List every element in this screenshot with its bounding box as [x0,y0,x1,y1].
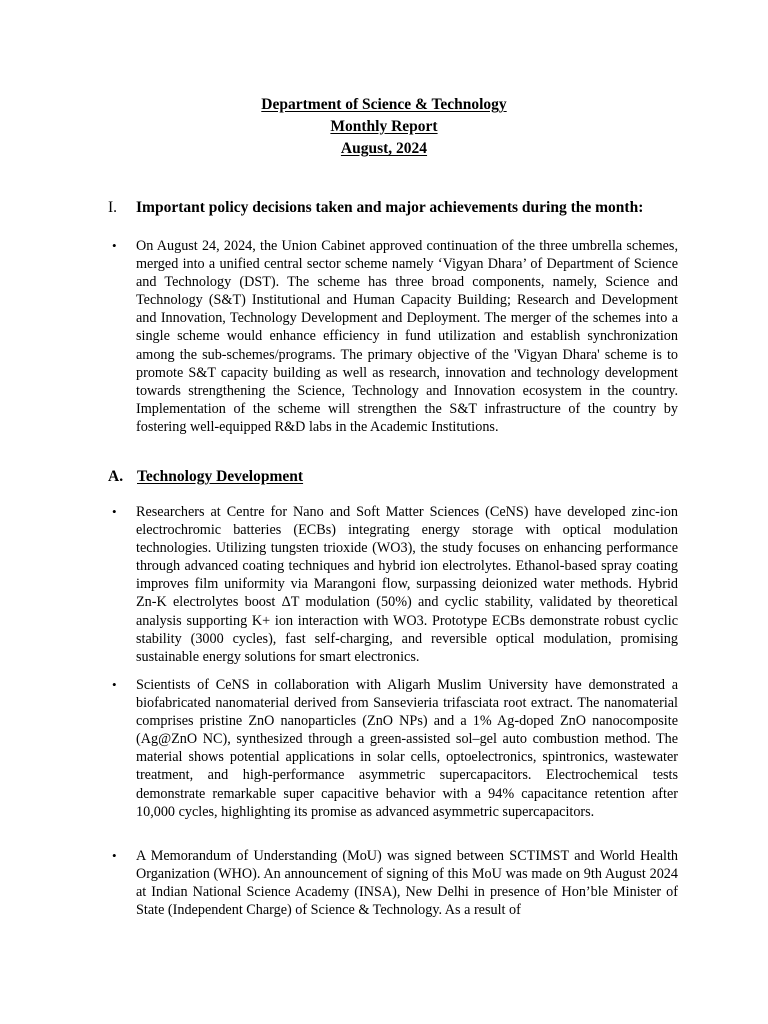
policy-bullet [108,237,678,436]
report-title-block [0,94,768,160]
tech-bullet-3-text: A Memorandum of Understanding (MoU) was signed between SCTIMST and World Health Organization (WHO). An announcement of signing of this MoU was made on 9th August 2024 at Indian National Science Academy (INSA), New Delhi in presence of Hon’ble Minister of State (Independent Charge) of Science & Technology. As a result of [136,848,678,919]
tech-bullet-3 [108,847,678,919]
section-i-title: Important policy decisions taken and major achievements during the month: [136,199,644,216]
tech-bullet-2 [108,676,678,821]
bullet-icon: • [112,677,117,692]
report-type-title: Monthly Report [330,118,438,135]
section-a-number: A. [108,468,124,485]
policy-bullet-text: On August 24, 2024, the Union Cabinet approved continuation of the three umbrella schemes, merged into a unified central sector scheme namely ‘Vigyan Dhara’ of Department of Science and Technology (DST). The scheme has three broad components, namely, Science and Technology (S&T) Institutional and Human Capacity Building; Research and Development and Innovation, Technology Development and Deployment. The merger of the schemes into a single scheme would enhance efficiency in fund utilization and establish synchronization among the sub-schemes/programs. The primary objective of the 'Vigyan Dhara' scheme is to promote S&T capacity building as well as research, innovation and technology development towards strengthening the Science, Technology and Innovation ecosystem in the country. Implementation of the scheme will strengthen the S&T infrastructure of the country by fostering well-equipped R&D labs in the Academic Institutions. [136,238,678,435]
bullet-icon: • [112,504,117,519]
section-a-title: Technology Development [137,468,304,485]
tech-bullet-2-text: Scientists of CeNS in collaboration with Aligarh Muslim University have demonstrated a biofabricated nanomaterial derived from Sansevieria trifasciata root extract. The nanomaterial comprises pristine ZnO nanoparticles (ZnO NPs) and a 1% Ag-doped ZnO nanocomposite (Ag@ZnO NC), synthesized through a green-assisted sol–gel auto combustion method. The material shows potential applications in solar cells, optoelectronics, spintronics, wastewater treatment, and high-performance asymmetric supercapacitors. Electrochemical tests demonstrate remarkable super capacitive behavior with a 94% capacitance retention after 10,000 cycles, highlighting its promise as advanced asymmetric supercapacitors. [136,677,678,820]
tech-bullet-1 [108,503,678,666]
section-i-number: I. [108,199,118,216]
bullet-icon: • [112,238,117,253]
tech-bullet-1-text: Researchers at Centre for Nano and Soft Matter Sciences (CeNS) have developed zinc-ion electrochromic batteries (ECBs) integrating energy storage with optical modulation technologies. Utilizing tungsten trioxide (WO3), the study focuses on enhancing performance through advanced coating techniques and hybrid ion electrolytes. Ethanol-based spray coating improves film uniformity via Marangoni flow, surpassing deionized water methods. Hybrid Zn-K electrolytes boost ΔT modulation (50%) and cyclic stability, validated by theoretical analysis supporting K+ ion interaction with WO3. Prototype ECBs demonstrate robust cyclic stability (3000 cycles), fast self-charging, and reversible optical modulation, promising sustainable energy solutions for smart electronics. [136,504,678,665]
department-title: Department of Science & Technology [261,96,507,113]
bullet-icon: • [112,848,117,863]
report-month-title: August, 2024 [340,140,428,157]
